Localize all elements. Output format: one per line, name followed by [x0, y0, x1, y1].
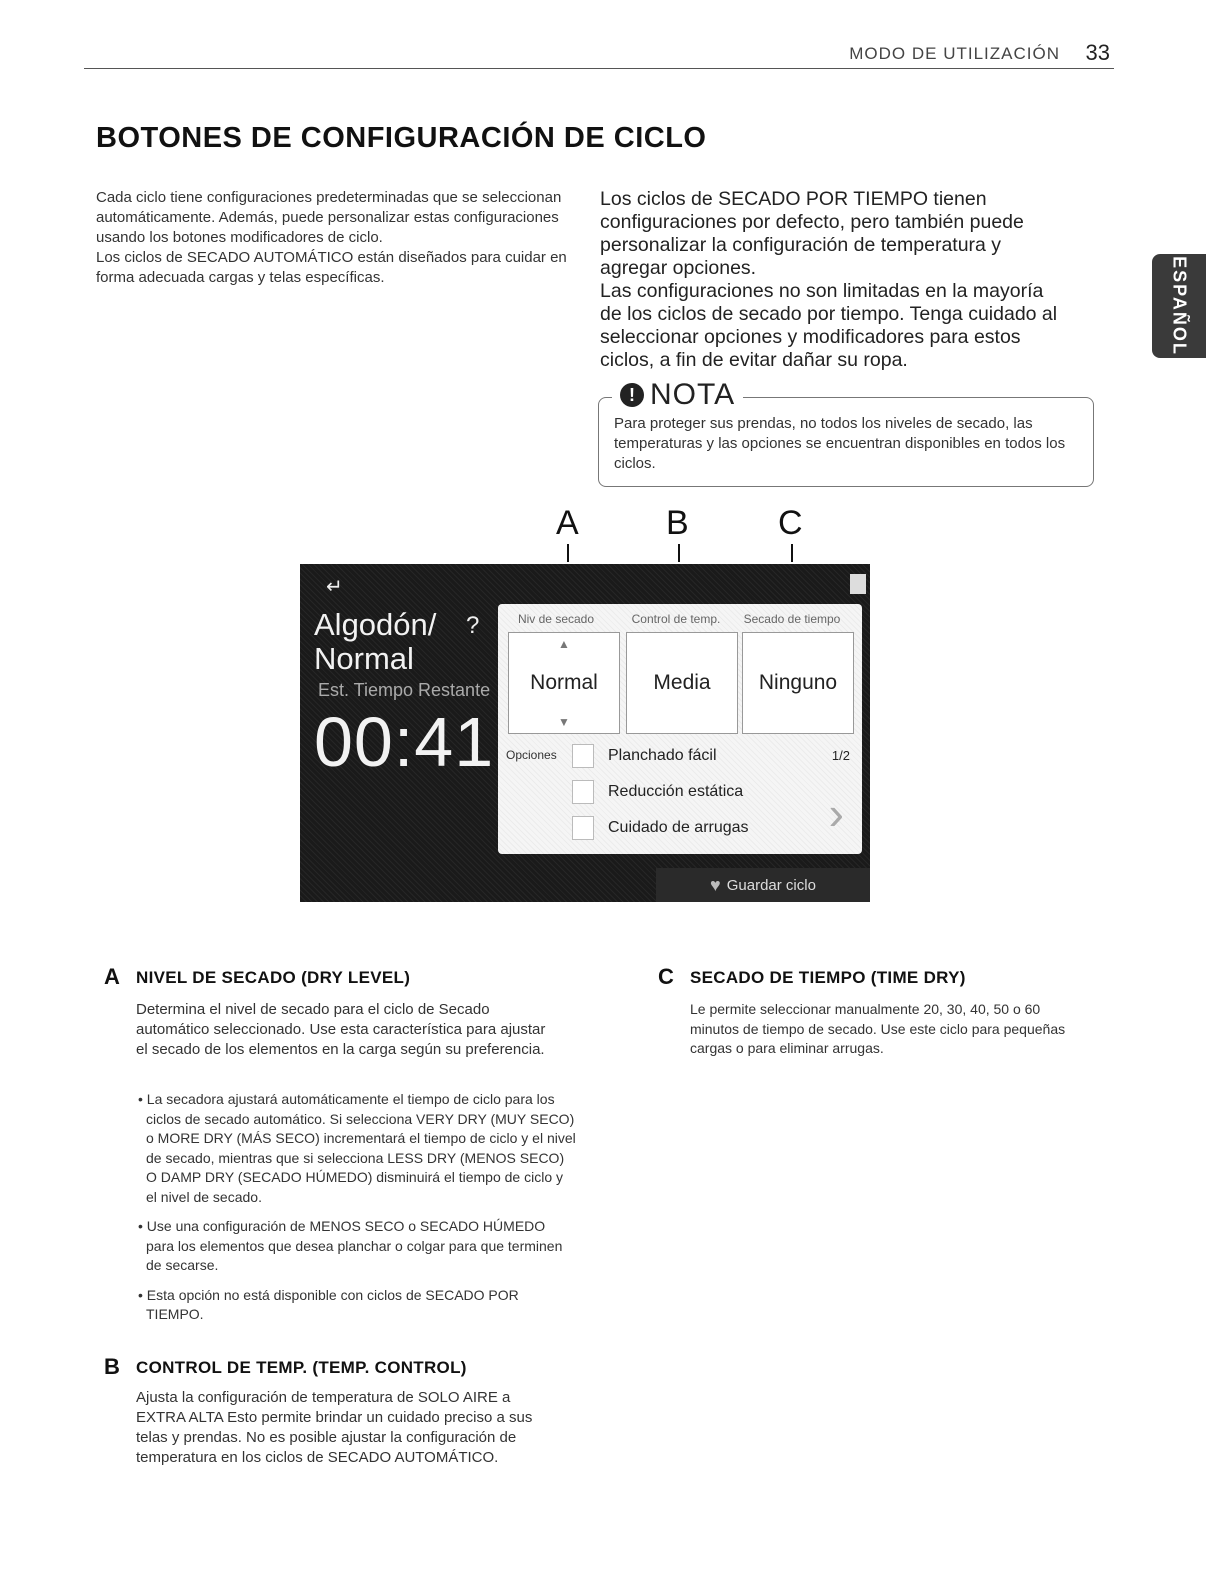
page-number: 33 [1085, 40, 1110, 65]
section-name: MODO DE UTILIZACIÓN [849, 44, 1060, 63]
option-checkbox[interactable] [572, 780, 594, 804]
exclamation-icon: ! [620, 383, 644, 407]
callout-c: C [778, 504, 803, 542]
intro-left-paragraph: Los ciclos de SECADO AUTOMÁTICO están diseñados para cuidar en forma adecuada cargas y telas específicas. [96, 249, 567, 286]
remaining-time: 00:41 [314, 703, 495, 781]
note-text: Para proteger sus prendas, no todos los niveles de secado, las temperaturas y las opciones se encuentran disponibles en todos los ciclos. [614, 415, 1066, 472]
option-checkbox[interactable] [572, 816, 594, 840]
time-dry-selector[interactable] [742, 632, 854, 734]
language-tab [1152, 254, 1206, 358]
option-label: Cuidado de arrugas [608, 819, 749, 836]
section-a-bullet: • Esta opción no está disponible con ciclos de SECADO POR TIEMPO. [138, 1286, 519, 1322]
intro-right-paragraph: Las configuraciones no son limitadas en la mayoría de los ciclos de secado por tiempo. Tenga cuidado al seleccionar opciones y modificadores para estos ciclos, a fin de evitar dañar su ropa. [600, 280, 1058, 371]
section-c-paragraph: Le permite seleccionar manualmente 20, 30, 40, 50 o 60 minutos de tiempo de secado. Use este ciclo para pequeñas cargas o para eliminar arrugas. [690, 1001, 1066, 1056]
intro-right-paragraph: Los ciclos de SECADO POR TIEMPO tienen configuraciones por defecto, pero también puede personalizar la configuración de temperatura y agregar opciones. [600, 188, 1024, 279]
estimated-time-label: Est. Tiempo Restante [318, 680, 491, 700]
chevron-right-icon[interactable]: › [828, 787, 844, 839]
arrow-up-icon[interactable]: ▲ [558, 637, 570, 651]
back-icon[interactable]: ↵ [326, 576, 343, 598]
section-a-bullet: • Use una configuración de MENOS SECO o SECADO HÚMEDO para los elementos que desea planchar o colgar para que terminen de secarse. [138, 1218, 563, 1273]
callout-c-line [791, 544, 793, 562]
section-a-bullet: • La secadora ajustará automáticamente el tiempo de ciclo para los ciclos de secado automático. Si selecciona VERY DRY (MUY SECO) o MORE DRY (MÁS SECO) incrementará el tiempo de ciclo y el nivel de secado, mientras que si selecciona LESS DRY (MENOS SECO) O DAMP DRY (SECADO HÚMEDO) disminuirá el tiempo de ciclo y el nivel de secado. [138, 1091, 576, 1205]
note-header [612, 378, 743, 412]
section-a-letter: A [104, 964, 120, 989]
intro-left [96, 188, 576, 288]
arrow-down-icon[interactable]: ▼ [558, 715, 570, 729]
help-icon[interactable]: ? [466, 612, 480, 639]
temp-control-value: Media [653, 671, 711, 694]
settings-panel [498, 604, 862, 854]
cycle-name-line1: Algodón/ [314, 607, 437, 642]
callout-a: A [556, 504, 579, 542]
page-title: BOTONES DE CONFIGURACIÓN DE CICLO [96, 122, 707, 154]
option-easy-iron[interactable] [572, 744, 717, 768]
section-b-paragraph: Ajusta la configuración de temperatura de SOLO AIRE a EXTRA ALTA Esto permite brindar un cuidado preciso a sus telas y prendas. No es posible ajustar la configuración de temperatura en los ciclos de SECADO AUTOMÁTICO. [136, 1389, 533, 1466]
option-label: Planchado fácil [608, 747, 717, 764]
dryer-display [300, 564, 870, 902]
cycle-name-line2: Normal [314, 641, 414, 676]
option-wrinkle-care[interactable] [572, 816, 749, 840]
section-a-body [136, 1000, 546, 1070]
option-checkbox[interactable] [572, 744, 594, 768]
temp-control-label: Control de temp. [631, 612, 721, 626]
section-c-letter: C [658, 964, 674, 989]
save-cycle-label: Guardar ciclo [726, 876, 816, 894]
section-c-title: SECADO DE TIEMPO (TIME DRY) [690, 968, 966, 987]
note-title: NOTA [650, 378, 736, 411]
options-title: Opciones [506, 748, 557, 762]
dry-level-label: Niv de secado [517, 612, 595, 626]
intro-right [600, 188, 1070, 372]
dry-level-value: Normal [530, 671, 598, 694]
dry-level-selector[interactable] [508, 632, 620, 734]
cycle-name [314, 608, 436, 676]
section-b-title: CONTROL DE TEMP. (TEMP. CONTROL) [136, 1358, 467, 1377]
time-dry-value: Ninguno [758, 671, 838, 694]
section-b-letter: B [104, 1354, 120, 1379]
running-header [84, 42, 1114, 69]
option-label: Reducción estática [608, 783, 744, 800]
section-b-body [136, 1388, 546, 1478]
section-c-body [690, 1000, 1080, 1069]
heart-icon: ♥ [710, 874, 721, 895]
intro-left-paragraph: Cada ciclo tiene configuraciones predeterminadas que se seleccionan automáticamente. Además, puede personalizar estas configuraciones usando los botones modificadores de ciclo. [96, 189, 562, 246]
options-page-indicator: 1/2 [831, 748, 850, 763]
temp-control-selector[interactable] [626, 632, 738, 734]
option-static-reduction[interactable] [572, 780, 743, 804]
language-tab-label: ESPAÑOL [1169, 256, 1190, 356]
callout-a-line [567, 544, 569, 562]
callout-b-line [678, 544, 680, 562]
callout-b: B [666, 504, 689, 542]
section-a-bullets [136, 1090, 576, 1335]
section-a-paragraph: Determina el nivel de secado para el ciclo de Secado automático seleccionado. Use esta característica para ajustar el secado de los elementos en la carga según su preferencia. [136, 1001, 546, 1058]
save-cycle-button[interactable] [656, 868, 870, 902]
time-dry-label: Secado de tiempo [743, 612, 841, 626]
section-a-title: NIVEL DE SECADO (DRY LEVEL) [136, 968, 411, 987]
menu-icon[interactable] [850, 574, 866, 594]
